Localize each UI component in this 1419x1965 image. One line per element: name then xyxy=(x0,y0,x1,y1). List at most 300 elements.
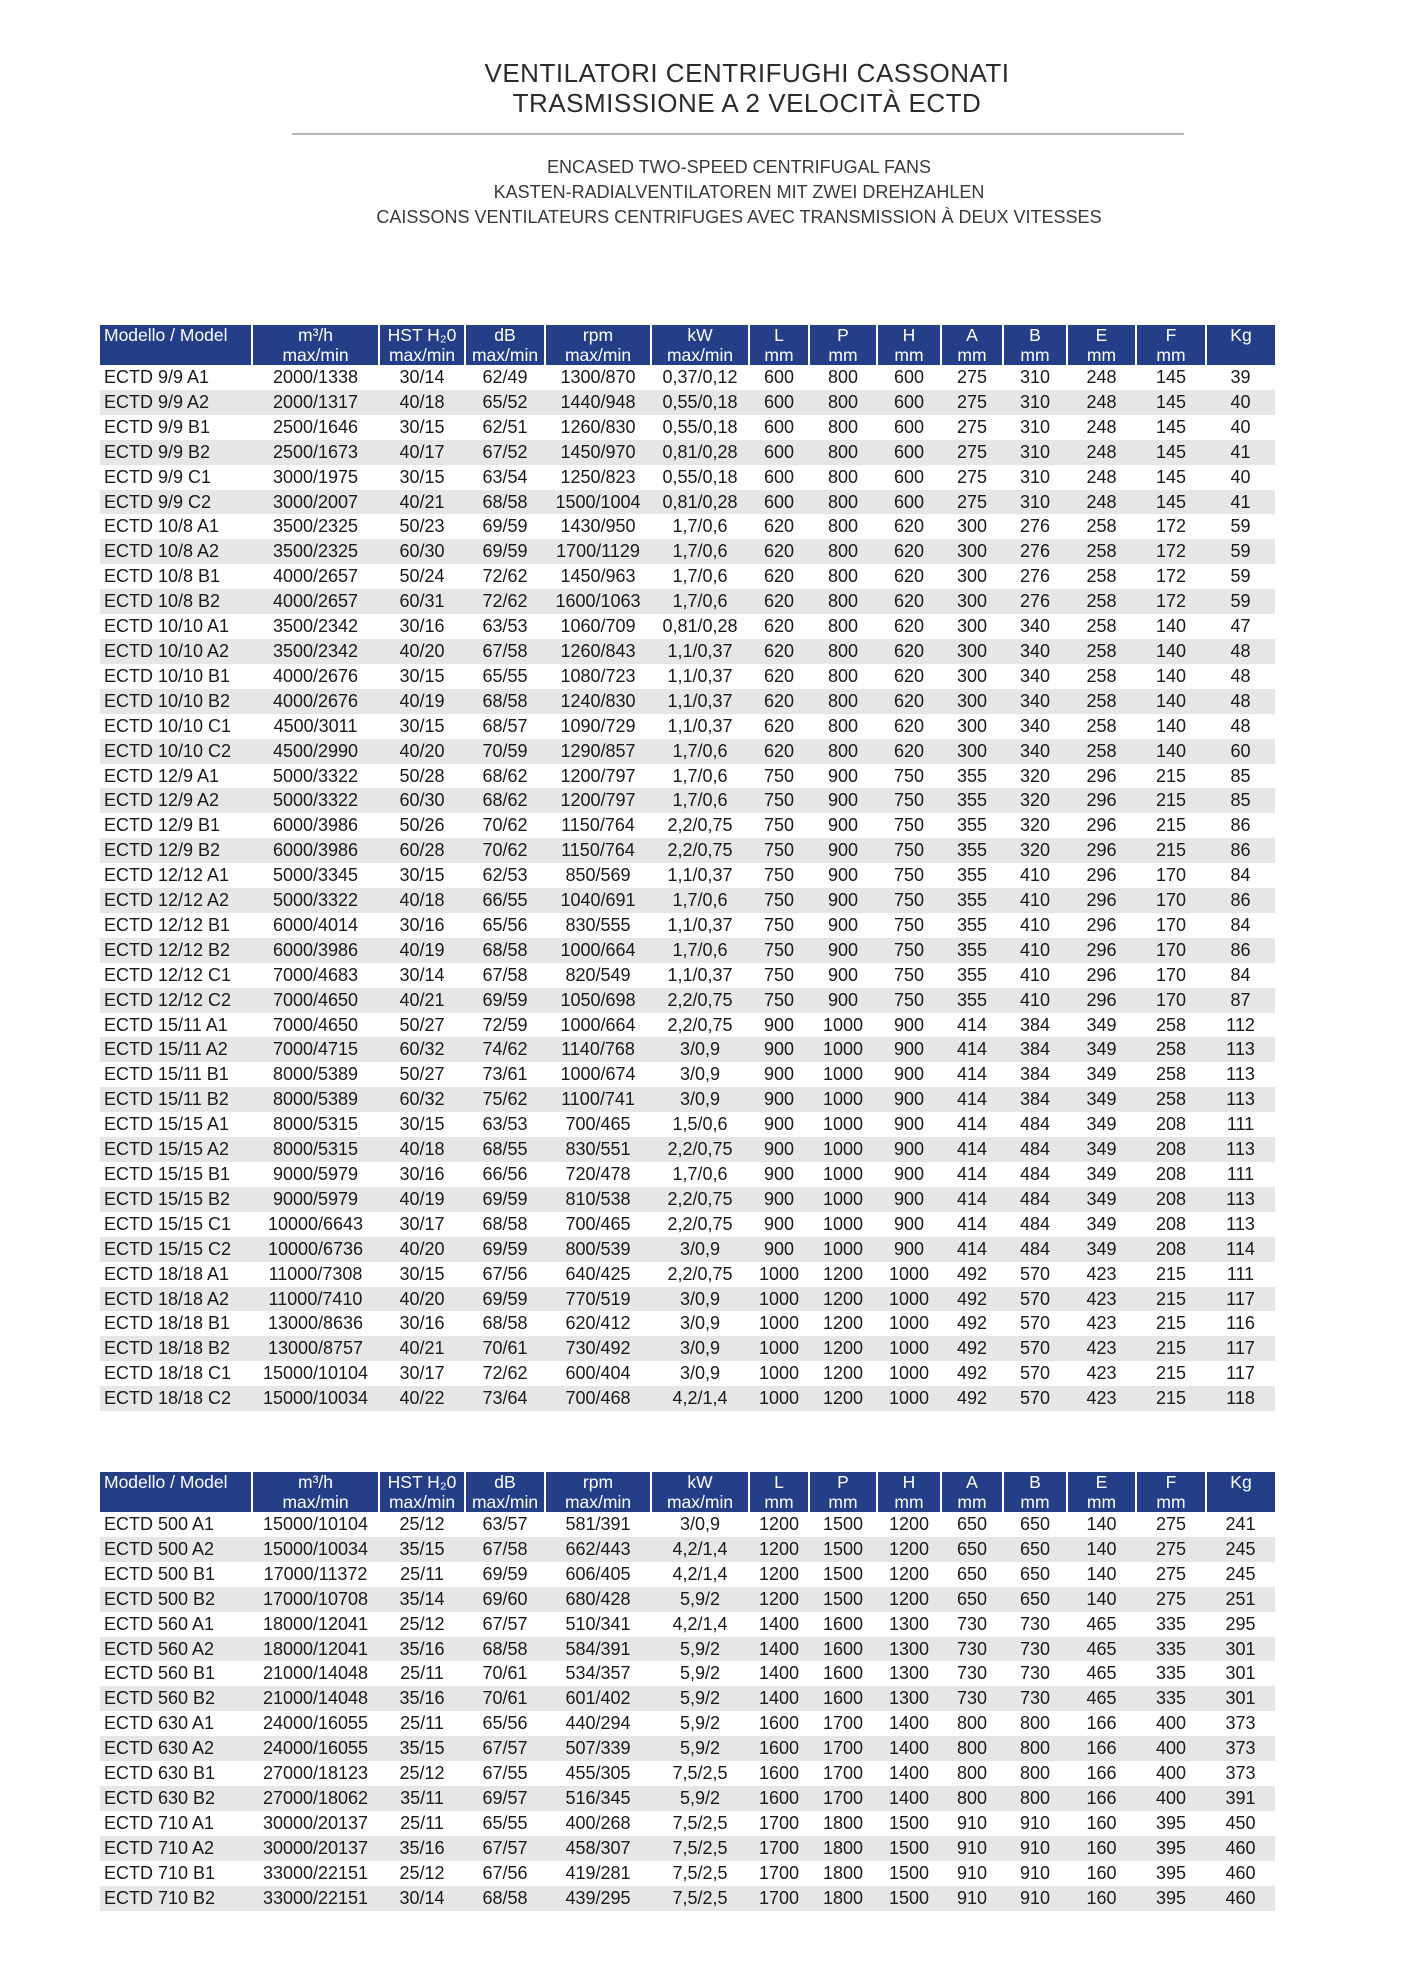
table-cell: 1,1/0,37 xyxy=(651,639,749,664)
table-cell: 900 xyxy=(749,1187,809,1212)
table-cell: 275 xyxy=(1136,1537,1206,1562)
table-cell: 410 xyxy=(1003,888,1067,913)
table-cell: 86 xyxy=(1206,938,1275,963)
table-cell: 170 xyxy=(1136,888,1206,913)
table-cell: 1000 xyxy=(822,1114,864,1135)
table-cell: 11000/7308 xyxy=(268,1263,363,1284)
table-cell: 1300 xyxy=(877,1686,941,1711)
table-cell: 1200 xyxy=(888,1563,930,1584)
column-header xyxy=(100,325,252,365)
model-cell: ECTD 10/8 B1 xyxy=(104,566,221,587)
table-cell: 730 xyxy=(956,1663,988,1684)
table-cell: 1500 xyxy=(822,1563,864,1584)
table-cell: 66/56 xyxy=(482,1164,528,1184)
table-cell: 830/555 xyxy=(565,914,631,935)
table-cell: 2,2/0,75 xyxy=(651,988,749,1013)
column-header xyxy=(651,325,749,365)
table-cell: 492 xyxy=(941,1287,1003,1312)
table-cell: 50/28 xyxy=(399,765,445,786)
table-cell: 800 xyxy=(809,440,877,465)
table-cell: 800 xyxy=(827,516,859,537)
table-cell: 275 xyxy=(941,490,1003,515)
table-row xyxy=(100,1686,1275,1711)
table-cell: 118 xyxy=(1206,1386,1275,1411)
column-header-unit: mm xyxy=(764,1492,794,1512)
table-cell: 620 xyxy=(749,539,809,564)
table-cell: 4000/2676 xyxy=(252,689,379,714)
table-cell: 41 xyxy=(1206,440,1275,465)
column-header-label: P xyxy=(837,1472,849,1492)
table-cell: 1600 xyxy=(758,1713,800,1734)
table-cell: 35/16 xyxy=(379,1637,465,1662)
table-cell: 70/62 xyxy=(465,838,545,863)
table-cell: 40/21 xyxy=(379,490,465,515)
column-header-unit: mm xyxy=(1156,345,1186,365)
table-cell: 1140/768 xyxy=(545,1037,651,1062)
table-cell: 65/56 xyxy=(482,914,528,935)
table-cell: 0,81/0,28 xyxy=(651,490,749,515)
table-cell: 570 xyxy=(1003,1287,1067,1312)
table-cell: 7000/4650 xyxy=(252,988,379,1013)
table-cell: 208 xyxy=(1155,1213,1187,1234)
table-row xyxy=(100,888,1275,913)
table-cell: 215 xyxy=(1155,765,1187,786)
table-cell: 145 xyxy=(1136,490,1206,515)
table-cell: 69/59 xyxy=(465,1237,545,1262)
table-cell: 7000/4650 xyxy=(272,1014,359,1035)
table-cell: 900 xyxy=(827,815,859,836)
table-cell: 516/345 xyxy=(545,1786,651,1811)
table-row xyxy=(100,539,1275,564)
table-cell: 570 xyxy=(1019,1363,1051,1384)
model-cell: ECTD 630 A1 xyxy=(104,1713,215,1734)
table-cell: 1,7/0,6 xyxy=(672,765,728,786)
table-cell: 750 xyxy=(749,788,809,813)
table-row xyxy=(100,838,1275,863)
table-cell: 172 xyxy=(1136,589,1206,614)
table-cell: 258 xyxy=(1067,589,1136,614)
title-line-2: TRASMISSIONE A 2 VELOCITÀ ECTD xyxy=(512,88,982,118)
table-cell: 73/64 xyxy=(465,1386,545,1411)
model-cell: ECTD 10/8 A2 xyxy=(100,539,252,564)
table-cell: 114 xyxy=(1206,1237,1275,1262)
table-cell: 1700 xyxy=(749,1886,809,1911)
table-cell: 320 xyxy=(1019,815,1051,836)
table-cell: 0,37/0,12 xyxy=(662,367,738,387)
column-header-label: A xyxy=(966,325,978,345)
table-cell: 465 xyxy=(1067,1686,1136,1711)
table-cell: 40/18 xyxy=(379,1137,465,1162)
table-cell: 410 xyxy=(1003,988,1067,1013)
column-header-label: m³/h xyxy=(298,325,333,345)
table-cell: 24000/16055 xyxy=(262,1713,369,1734)
table-cell: 1000 xyxy=(758,1363,800,1384)
table-cell: 800 xyxy=(827,566,859,587)
table-cell: 750 xyxy=(893,914,925,935)
table-cell: 215 xyxy=(1136,788,1206,813)
table-cell: 620 xyxy=(893,665,925,686)
table-cell: 395 xyxy=(1155,1862,1187,1883)
table-cell: 900 xyxy=(809,888,877,913)
column-header-unit: mm xyxy=(1156,1492,1186,1512)
table-cell: 1,1/0,37 xyxy=(667,665,733,686)
table-cell: 166 xyxy=(1067,1786,1136,1811)
table-cell: 251 xyxy=(1206,1587,1275,1612)
table-cell: 320 xyxy=(1003,838,1067,863)
model-cell: ECTD 18/18 C1 xyxy=(104,1363,232,1384)
table-cell: 30/16 xyxy=(399,914,445,935)
table-cell: 1000 xyxy=(822,1064,864,1085)
table-cell: 600 xyxy=(877,490,941,515)
column-header-unit: max/min xyxy=(282,345,349,365)
table-cell: 21000/14048 xyxy=(252,1686,379,1711)
table-cell: 258 xyxy=(1136,1037,1206,1062)
column-header xyxy=(1136,325,1206,365)
table-cell: 1000 xyxy=(822,1014,864,1035)
table-cell: 581/391 xyxy=(565,1514,631,1534)
table-cell: 800 xyxy=(809,390,877,415)
table-cell: 117 xyxy=(1226,1363,1255,1384)
table-row xyxy=(100,1761,1275,1786)
table-cell: 241 xyxy=(1225,1514,1256,1534)
table-cell: 1430/950 xyxy=(560,516,636,537)
table-cell: 640/425 xyxy=(565,1263,631,1284)
table-cell: 275 xyxy=(941,390,1003,415)
table-cell: 395 xyxy=(1155,1812,1187,1833)
header-row xyxy=(100,1472,1275,1512)
table-cell: 800 xyxy=(827,665,859,686)
table-cell: 300 xyxy=(941,639,1003,664)
table-cell: 3/0,9 xyxy=(679,1064,721,1085)
table-cell: 492 xyxy=(941,1386,1003,1411)
table-cell: 750 xyxy=(893,964,925,985)
table-cell: 384 xyxy=(1019,1064,1051,1085)
model-cell: ECTD 710 B1 xyxy=(104,1862,216,1883)
table-cell: 40/19 xyxy=(379,938,465,963)
table-cell: 275 xyxy=(956,416,988,437)
model-cell: ECTD 12/12 A1 xyxy=(104,865,230,886)
table-cell: 750 xyxy=(877,838,941,863)
table-cell: 67/57 xyxy=(465,1736,545,1761)
table-cell: 1600 xyxy=(809,1637,877,1662)
column-header-label: Modello / Model xyxy=(104,325,228,345)
table-cell: 1600 xyxy=(758,1763,800,1784)
table-cell: 67/55 xyxy=(482,1763,528,1784)
table-cell: 3/0,9 xyxy=(651,1087,749,1112)
table-cell: 1200 xyxy=(749,1537,809,1562)
table-cell: 258 xyxy=(1086,715,1117,736)
table-cell: 1000/674 xyxy=(560,1064,636,1085)
table-cell: 3/0,9 xyxy=(679,1514,721,1534)
table-row xyxy=(100,639,1275,664)
column-header-unit: max/min xyxy=(388,1492,456,1512)
table-cell: 534/357 xyxy=(565,1663,631,1684)
table-cell: 620 xyxy=(893,516,925,537)
table-cell: 170 xyxy=(1155,964,1187,985)
table-cell: 68/55 xyxy=(465,1137,545,1162)
table-body xyxy=(100,1512,1275,1911)
table-cell: 258 xyxy=(1067,739,1136,764)
table-cell: 5,9/2 xyxy=(679,1663,721,1684)
table-cell: 140 xyxy=(1155,715,1187,736)
table-cell: 2000/1317 xyxy=(252,390,379,415)
table-cell: 1000 xyxy=(749,1386,809,1411)
table-cell: 113 xyxy=(1206,1187,1275,1212)
table-cell: 800 xyxy=(827,416,859,437)
table-cell: 170 xyxy=(1155,914,1187,935)
table-cell: 1060/709 xyxy=(560,616,636,637)
table-cell: 84 xyxy=(1230,914,1251,935)
column-header xyxy=(465,1472,545,1512)
table-cell: 30/16 xyxy=(399,1313,445,1334)
table-cell: 310 xyxy=(1003,390,1067,415)
table-cell: 900 xyxy=(827,914,859,935)
table-cell: 166 xyxy=(1086,1713,1117,1734)
column-header-label: kW xyxy=(687,325,713,345)
table-cell: 6000/3986 xyxy=(272,815,359,836)
table-cell: 2,2/0,75 xyxy=(667,1014,733,1035)
table-row xyxy=(100,1711,1275,1736)
table-cell: 3500/2325 xyxy=(252,539,379,564)
table-cell: 67/57 xyxy=(465,1836,545,1861)
table-cell: 30/15 xyxy=(399,1114,445,1135)
table-cell: 208 xyxy=(1136,1237,1206,1262)
table-cell: 355 xyxy=(956,964,988,985)
table-cell: 4000/2676 xyxy=(272,665,359,686)
table-cell: 1,1/0,37 xyxy=(667,964,733,985)
model-cell: ECTD 9/9 C1 xyxy=(104,466,212,487)
table-cell: 1,5/0,6 xyxy=(672,1114,728,1135)
table-row xyxy=(100,614,1275,639)
table-cell: 87 xyxy=(1206,988,1275,1013)
table-cell: 47 xyxy=(1230,616,1251,637)
table-cell: 600 xyxy=(749,440,809,465)
table-cell: 116 xyxy=(1226,1313,1255,1334)
table-cell: 900 xyxy=(877,1037,941,1062)
table-cell: 2,2/0,75 xyxy=(667,1213,733,1234)
table-cell: 117 xyxy=(1206,1336,1275,1361)
table-cell: 60/28 xyxy=(379,838,465,863)
table-cell: 1040/691 xyxy=(545,888,651,913)
table-cell: 5,9/2 xyxy=(651,1637,749,1662)
table-cell: 69/59 xyxy=(482,1563,528,1584)
column-header xyxy=(809,1472,877,1512)
model-cell: ECTD 12/12 C2 xyxy=(100,988,252,1013)
table-cell: 800 xyxy=(941,1736,1003,1761)
table-cell: 208 xyxy=(1136,1137,1206,1162)
table-cell: 1500 xyxy=(822,1514,864,1534)
table-cell: 1500 xyxy=(809,1537,877,1562)
column-header xyxy=(379,325,465,365)
table-cell: 170 xyxy=(1136,938,1206,963)
column-header xyxy=(749,1472,809,1512)
table-cell: 384 xyxy=(1003,1087,1067,1112)
table-cell: 900 xyxy=(893,1064,925,1085)
table-row xyxy=(100,764,1275,789)
table-cell: 1500 xyxy=(877,1836,941,1861)
column-header xyxy=(1206,1472,1275,1512)
table-cell: 1700/1129 xyxy=(545,539,651,564)
table-cell: 800/539 xyxy=(545,1237,651,1262)
table-cell: 910 xyxy=(956,1812,988,1833)
table-cell: 25/12 xyxy=(399,1862,445,1883)
table-row xyxy=(100,465,1275,490)
table-row xyxy=(100,1661,1275,1686)
table-cell: 30/15 xyxy=(399,715,445,736)
table-cell: 395 xyxy=(1136,1836,1206,1861)
table-cell: 48 xyxy=(1230,715,1251,736)
model-cell: ECTD 9/9 B1 xyxy=(104,416,211,437)
table-row xyxy=(100,689,1275,714)
table-cell: 30/14 xyxy=(399,964,445,985)
table-cell: 1200 xyxy=(758,1514,800,1534)
subtitle-english: ENCASED TWO-SPEED CENTRIFUGAL FANS xyxy=(546,157,932,177)
table-cell: 258 xyxy=(1155,1014,1187,1035)
table-row xyxy=(100,390,1275,415)
table-cell: 680/428 xyxy=(545,1587,651,1612)
table-cell: 423 xyxy=(1086,1363,1117,1384)
table-cell: 72/62 xyxy=(482,1363,528,1384)
title-line-1: VENTILATORI CENTRIFUGHI CASSONATI xyxy=(484,58,1010,88)
table-cell: 800 xyxy=(1003,1736,1067,1761)
model-cell: ECTD 18/18 C2 xyxy=(100,1386,252,1411)
table-cell: 465 xyxy=(1067,1637,1136,1662)
table-cell: 5,9/2 xyxy=(651,1587,749,1612)
table-cell: 600 xyxy=(749,390,809,415)
table-cell: 650 xyxy=(1003,1587,1067,1612)
column-header-label: F xyxy=(1165,325,1177,345)
table-cell: 460 xyxy=(1225,1862,1256,1883)
table-cell: 1080/723 xyxy=(560,665,636,686)
column-header-label: P xyxy=(837,325,849,345)
table-cell: 69/59 xyxy=(482,516,528,537)
table-cell: 414 xyxy=(956,1064,988,1085)
column-header-label: A xyxy=(966,1472,978,1492)
table-cell: 300 xyxy=(956,665,988,686)
column-header-unit: mm xyxy=(957,345,987,365)
table-row xyxy=(100,1562,1275,1587)
table-cell: 1500 xyxy=(877,1886,941,1911)
column-header xyxy=(877,1472,941,1512)
table-row xyxy=(100,1811,1275,1836)
column-header xyxy=(877,325,941,365)
table-cell: 620 xyxy=(763,566,795,587)
table-cell: 650 xyxy=(941,1587,1003,1612)
table-cell: 1,1/0,37 xyxy=(667,715,733,736)
table-cell: 21000/14048 xyxy=(262,1663,369,1684)
table-row xyxy=(100,1137,1275,1162)
table-cell: 65/55 xyxy=(482,665,528,686)
table-cell: 68/58 xyxy=(465,938,545,963)
table-cell: 1400 xyxy=(877,1786,941,1811)
table-cell: 750 xyxy=(749,888,809,913)
table-cell: 900 xyxy=(827,964,859,985)
table-cell: 8000/5389 xyxy=(252,1087,379,1112)
table-cell: 84 xyxy=(1230,964,1251,985)
table-cell: 1300/870 xyxy=(560,367,636,387)
table-cell: 1000 xyxy=(809,1237,877,1262)
table-cell: 40/18 xyxy=(379,888,465,913)
table-row xyxy=(100,1836,1275,1861)
table-cell: 3500/2325 xyxy=(272,516,359,537)
table-cell: 400 xyxy=(1136,1736,1206,1761)
table-cell: 1000 xyxy=(809,1037,877,1062)
table-cell: 410 xyxy=(1019,865,1051,886)
table-cell: 15000/10034 xyxy=(252,1386,379,1411)
table-cell: 730 xyxy=(1003,1686,1067,1711)
table-cell: 30/14 xyxy=(379,1886,465,1911)
table-cell: 1700 xyxy=(822,1763,864,1784)
table-cell: 700/465 xyxy=(565,1213,631,1234)
table-cell: 276 xyxy=(1003,539,1067,564)
table-cell: 730 xyxy=(941,1637,1003,1662)
table-cell: 800 xyxy=(809,490,877,515)
table-row xyxy=(100,1087,1275,1112)
subtitle-block xyxy=(0,155,1419,230)
table-cell: 600 xyxy=(763,416,795,437)
table-cell: 800 xyxy=(1019,1713,1051,1734)
table-cell: 300 xyxy=(941,589,1003,614)
table-cell: 1000 xyxy=(809,1137,877,1162)
table-cell: 85 xyxy=(1206,788,1275,813)
table-cell: 900 xyxy=(763,1014,795,1035)
table-cell: 69/60 xyxy=(465,1587,545,1612)
table-cell: 484 xyxy=(1019,1164,1051,1184)
table-cell: 492 xyxy=(941,1336,1003,1361)
table-cell: 300 xyxy=(941,689,1003,714)
table-cell: 35/15 xyxy=(379,1736,465,1761)
table-cell: 1500 xyxy=(888,1812,930,1833)
table-cell: 70/59 xyxy=(465,739,545,764)
subtitle-german: KASTEN-RADIALVENTILATOREN MIT ZWEI DREHZAHLEN xyxy=(493,182,985,202)
table-cell: 400 xyxy=(1155,1713,1187,1734)
table-cell: 800 xyxy=(1019,1763,1051,1784)
model-cell: ECTD 9/9 C2 xyxy=(100,490,252,515)
column-header-label: Kg xyxy=(1230,325,1252,345)
table-cell: 910 xyxy=(941,1886,1003,1911)
table-cell: 248 xyxy=(1067,390,1136,415)
column-header-label: L xyxy=(774,1472,784,1492)
table-cell: 620 xyxy=(763,665,795,686)
table-cell: 1200 xyxy=(809,1386,877,1411)
table-cell: 1400 xyxy=(758,1663,800,1684)
model-cell: ECTD 15/15 B2 xyxy=(100,1187,252,1212)
table-cell: 900 xyxy=(877,1237,941,1262)
table-row xyxy=(100,490,1275,515)
table-cell: 800 xyxy=(809,639,877,664)
table-cell: 75/62 xyxy=(465,1087,545,1112)
table-cell: 349 xyxy=(1067,1037,1136,1062)
column-header-unit: mm xyxy=(1086,1492,1117,1512)
model-cell: ECTD 10/8 B2 xyxy=(100,589,252,614)
table-row xyxy=(100,1112,1275,1137)
table-cell: 8000/5315 xyxy=(272,1114,359,1135)
column-header xyxy=(545,325,651,365)
table-cell: 355 xyxy=(956,914,988,935)
table-cell: 40/20 xyxy=(379,739,465,764)
table-cell: 355 xyxy=(956,865,988,886)
table-cell: 30000/20137 xyxy=(262,1812,369,1833)
column-header-label: rpm xyxy=(582,1472,614,1492)
table-cell: 3/0,9 xyxy=(651,1037,749,1062)
column-header xyxy=(749,325,809,365)
table-cell: 301 xyxy=(1225,1663,1256,1684)
column-header-unit: max/min xyxy=(564,1492,632,1512)
table-cell: 40 xyxy=(1230,466,1251,487)
table-cell: 25/11 xyxy=(400,1713,444,1734)
table-cell: 248 xyxy=(1067,490,1136,515)
table-cell: 349 xyxy=(1067,1237,1136,1262)
